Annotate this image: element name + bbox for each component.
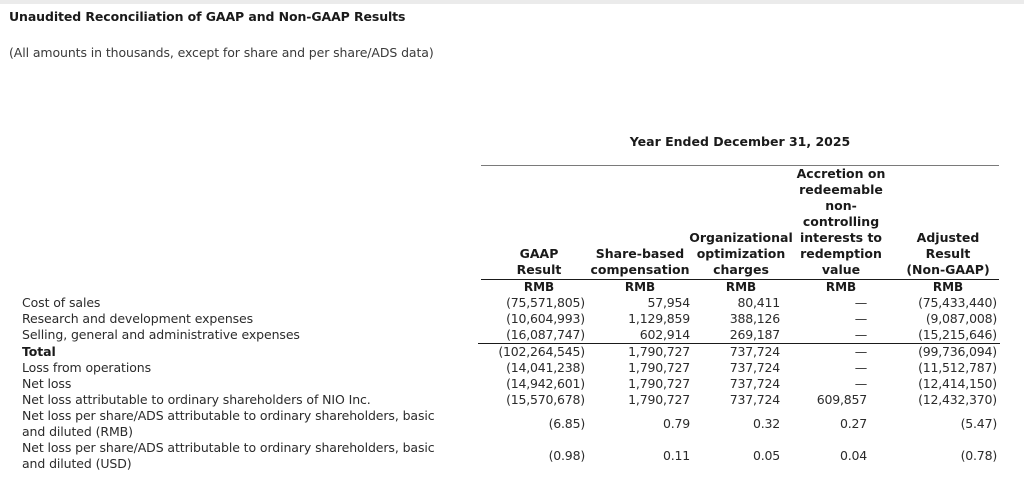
cell-accretion: 0.04 xyxy=(839,448,867,463)
cell-org-optimization: 737,724 xyxy=(729,392,780,407)
cell-accretion: — xyxy=(854,311,867,326)
column-header-line: charges xyxy=(713,262,769,277)
column-header-line: (Non-GAAP) xyxy=(906,262,990,277)
cell-org-optimization: 80,411 xyxy=(737,295,780,310)
cell-gaap: (14,942,601) xyxy=(506,376,585,391)
column-header-line: interests to xyxy=(799,230,883,245)
header-top-rule xyxy=(481,165,999,166)
column-header-line: compensation xyxy=(590,262,690,277)
cell-accretion: — xyxy=(854,344,867,359)
cell-adjusted: (5.47) xyxy=(960,416,997,431)
currency-label: RMB xyxy=(825,280,857,294)
cell-adjusted: (15,215,646) xyxy=(918,327,997,342)
cell-share-based: 1,790,727 xyxy=(628,360,690,375)
row-label: Net loss xyxy=(22,376,72,391)
column-header-line: non- xyxy=(825,198,857,213)
cell-accretion: — xyxy=(854,295,867,310)
cell-adjusted: (12,414,150) xyxy=(918,376,997,391)
cell-org-optimization: 0.32 xyxy=(752,416,780,431)
cell-adjusted: (12,432,370) xyxy=(918,392,997,407)
cell-adjusted: (0.78) xyxy=(960,448,997,463)
cell-share-based: 1,790,727 xyxy=(628,344,690,359)
column-header-adjusted-result xyxy=(898,230,998,278)
cell-org-optimization: 0.05 xyxy=(752,448,780,463)
cell-org-optimization: 737,724 xyxy=(729,360,780,375)
column-header-line: Organizational xyxy=(689,230,793,245)
cell-share-based: 1,790,727 xyxy=(628,392,690,407)
column-header-organizational-optimization xyxy=(686,230,796,278)
row-label: Research and development expenses xyxy=(22,311,254,326)
cell-adjusted: (99,736,094) xyxy=(918,344,997,359)
column-header-line: Share-based xyxy=(595,246,685,261)
currency-label: RMB xyxy=(932,280,964,294)
cell-org-optimization: 269,187 xyxy=(729,327,780,342)
cell-org-optimization: 737,724 xyxy=(729,344,780,359)
column-header-line: Result xyxy=(925,246,971,261)
cell-accretion: 0.27 xyxy=(839,416,867,431)
currency-row xyxy=(0,280,1024,295)
cell-gaap: (14,041,238) xyxy=(506,360,585,375)
currency-label: RMB xyxy=(523,280,555,294)
column-header-accretion xyxy=(795,166,887,278)
cell-share-based: 1,790,727 xyxy=(628,376,690,391)
cell-gaap: (6.85) xyxy=(548,416,585,431)
row-label xyxy=(22,408,482,440)
cell-gaap: (15,570,678) xyxy=(506,392,585,407)
cell-share-based: 0.79 xyxy=(662,416,690,431)
row-label: Net loss attributable to ordinary shareholders of NIO Inc. xyxy=(22,392,371,407)
column-header-line: redemption xyxy=(800,246,882,261)
column-header-line: redeemable xyxy=(799,182,883,197)
row-label: Cost of sales xyxy=(22,295,101,310)
cell-gaap: (75,571,805) xyxy=(506,295,585,310)
cell-adjusted: (11,512,787) xyxy=(918,360,997,375)
period-header: Year Ended December 31, 2025 xyxy=(629,134,851,149)
cell-accretion: — xyxy=(854,327,867,342)
document-subtitle: (All amounts in thousands, except for share and per share/ADS data) xyxy=(9,45,434,60)
column-header-line: Accretion on xyxy=(796,166,886,181)
cell-share-based: 1,129,859 xyxy=(628,311,690,326)
cell-share-based: 0.11 xyxy=(662,448,690,463)
document-title: Unaudited Reconciliation of GAAP and Non-GAAP Results xyxy=(9,9,406,24)
row-label: Total xyxy=(22,344,56,359)
row-label: Loss from operations xyxy=(22,360,151,375)
column-header-line: controlling xyxy=(802,214,880,229)
row-label-line: Net loss per share/ADS attributable to ordinary shareholders, basic xyxy=(22,440,435,455)
column-header-line: optimization xyxy=(696,246,786,261)
cell-gaap: (0.98) xyxy=(548,448,585,463)
cell-accretion: 609,857 xyxy=(816,392,867,407)
cell-gaap: (10,604,993) xyxy=(506,311,585,326)
row-label: Selling, general and administrative expenses xyxy=(22,327,300,342)
cell-org-optimization: 388,126 xyxy=(729,311,780,326)
column-header-gaap-result xyxy=(499,246,579,278)
cell-accretion: — xyxy=(854,360,867,375)
cell-accretion: — xyxy=(854,376,867,391)
top-border xyxy=(0,0,1024,4)
currency-label: RMB xyxy=(725,280,757,294)
column-header-line: Adjusted xyxy=(916,230,980,245)
cell-share-based: 602,914 xyxy=(639,327,690,342)
row-label-line: Net loss per share/ADS attributable to ordinary shareholders, basic xyxy=(22,408,435,423)
cell-adjusted: (75,433,440) xyxy=(918,295,997,310)
row-label-line: and diluted (USD) xyxy=(22,456,132,471)
row-label xyxy=(22,440,482,472)
cell-org-optimization: 737,724 xyxy=(729,376,780,391)
cell-gaap: (102,264,545) xyxy=(498,344,585,359)
currency-label: RMB xyxy=(624,280,656,294)
cell-adjusted: (9,087,008) xyxy=(925,311,997,326)
column-header-line: Result xyxy=(516,262,562,277)
cell-share-based: 57,954 xyxy=(647,295,690,310)
column-header-share-based-compensation xyxy=(586,246,694,278)
cell-gaap: (16,087,747) xyxy=(506,327,585,342)
column-header-line: GAAP xyxy=(519,246,559,261)
row-label-line: and diluted (RMB) xyxy=(22,424,133,439)
column-header-line: value xyxy=(821,262,861,277)
